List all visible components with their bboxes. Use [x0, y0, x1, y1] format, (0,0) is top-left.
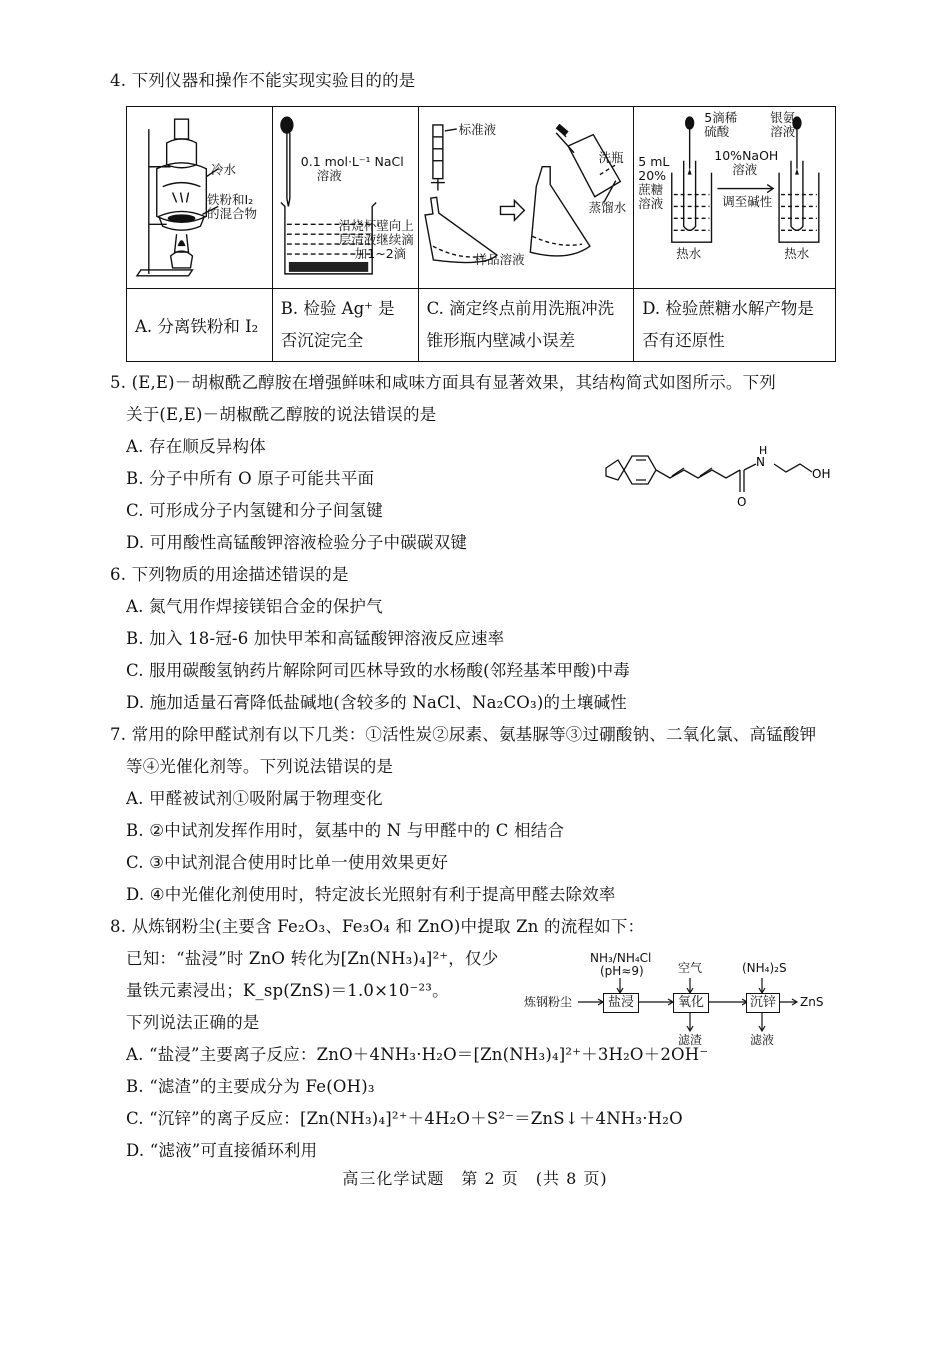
fig-d-label-11: 调至碱性 — [722, 194, 773, 209]
q8-flowchart — [520, 951, 850, 1054]
q8-known-1: 已知：“盐浸”时 ZnO 转化为[Zn(NH₃)₄]²⁺，仅少 — [126, 949, 499, 968]
mol-o: O — [737, 495, 747, 509]
fig-c-label-distilled-water: 蒸馏水 — [588, 200, 627, 215]
fig-d-cell — [634, 107, 836, 289]
page-footer: 高三化学试题 第 2 页 (共 8 页) — [342, 1169, 608, 1188]
q8-option-a: A. “盐浸”主要离子反应：ZnO＋4NH₃·H₂O＝[Zn(NH₃)₄]²⁺＋3H₂O＋2OH⁻ — [126, 1045, 709, 1064]
q7-stem-2: 等④光催化剂等。下列说法错误的是 — [126, 757, 394, 776]
fig-d-label-2: 硫酸 — [704, 124, 730, 139]
fig-d-label-9: 10%NaOH — [714, 148, 779, 163]
flow-step-oxidation: 氧化 — [673, 993, 709, 1013]
q8-stem: 8. 从炼钢粉尘(主要含 Fe₂O₃、Fe₃O₄ 和 ZnO)中提取 Zn 的流程如下： — [110, 917, 645, 936]
fig-d-label-13: 热水 — [784, 246, 810, 261]
q8-option-d: D. “滤液”可直接循环利用 — [126, 1141, 318, 1160]
flow-start: 炼钢粉尘 — [524, 995, 573, 1009]
flow-reagent-3: (NH₄)₂S — [742, 961, 787, 975]
fig-d-label-3: 银氨 — [770, 110, 796, 125]
fig-c-label-standard: 标准液 — [458, 122, 497, 137]
caption-d: D. 检验蔗糖水解产物是否有还原性 — [634, 289, 836, 362]
flow-step-zinc-precip: 沉锌 — [746, 993, 780, 1013]
flow-step-salt-leach: 盐浸 — [603, 993, 639, 1013]
q5-option-a: A. 存在顺反异构体 — [126, 437, 266, 456]
flow-reagent-1b: (pH≈9) — [600, 964, 644, 978]
fig-b-label-step-3: 加1~2滴 — [354, 246, 407, 261]
q5-option-d: D. 可用酸性高锰酸钾溶液检验分子中碳碳双键 — [126, 533, 468, 552]
fig-a-label-cold-water: 冷水 — [211, 162, 237, 177]
fig-d-label-6: 20% — [638, 168, 667, 183]
q7-option-d: D. ④中光催化剂使用时，特定波长光照射有利于提高甲醛去除效率 — [126, 885, 616, 904]
q4-stem: 4. 下列仪器和操作不能实现实验目的的是 — [110, 71, 416, 90]
q6-option-a: A. 氮气用作焊接镁铝合金的保护气 — [126, 597, 383, 616]
fig-d-label-7: 蔗糖 — [638, 182, 664, 197]
fig-b-label-step-1: 沿烧杯壁向上 — [338, 218, 414, 233]
q7-stem-1: 7. 常用的除甲醛试剂有以下几类：①活性炭②尿素、氨基脲等③过硼酸钠、二氧化氯、高锰酸钾 — [110, 725, 817, 744]
fig-a-cell — [127, 107, 273, 289]
q6-stem: 6. 下列物质的用途描述错误的是 — [110, 565, 349, 584]
caption-b: B. 检验 Ag⁺ 是否沉淀完全 — [272, 289, 418, 362]
q6-option-b: B. 加入 18-冠-6 加快甲苯和高锰酸钾溶液反应速率 — [126, 629, 505, 648]
fig-d-label-4: 溶液 — [770, 124, 796, 139]
q8-option-b: B. “滤渣”的主要成分为 Fe(OH)₃ — [126, 1077, 375, 1096]
q6-option-c: C. 服用碳酸氢钠药片解除阿司匹林导致的水杨酸(邻羟基苯甲酸)中毒 — [126, 661, 631, 680]
fig-d-label-12: 热水 — [676, 246, 702, 261]
caption-a: A. 分离铁粉和 I₂ — [127, 289, 273, 362]
q8-option-c: C. “沉锌”的离子反应：[Zn(NH₃)₄]²⁺＋4H₂O＋S²⁻＝ZnS↓＋4NH₃·H₂O — [126, 1109, 683, 1128]
flow-reagent-1: NH₃/NH₄Cl — [590, 951, 652, 965]
fig-c-cell — [418, 107, 634, 289]
flow-out-residue: 滤渣 — [678, 1033, 703, 1047]
molecule-structure — [596, 446, 836, 514]
titration-diagram — [419, 107, 634, 288]
fig-b-cell — [272, 107, 418, 289]
mol-oh: OH — [812, 467, 831, 481]
q7-option-b: B. ②中试剂发挥作用时，氨基中的 N 与甲醛中的 C 相结合 — [126, 821, 565, 840]
q5-option-c: C. 可形成分子内氢键和分子间氢键 — [126, 501, 383, 520]
q5-option-b: B. 分子中所有 O 原子可能共平面 — [126, 469, 375, 488]
q7-option-c: C. ③中试剂混合使用时比单一使用效果更好 — [126, 853, 449, 872]
q8-ask: 下列说法正确的是 — [126, 1013, 260, 1032]
fig-b-label-nacl: 0.1 mol·L⁻¹ NaCl — [300, 154, 404, 169]
q7-option-a: A. 甲醛被试剂①吸附属于物理变化 — [126, 789, 383, 808]
fig-a-label-mixture-2: 的混合物 — [207, 206, 258, 221]
fig-d-label-10: 溶液 — [732, 162, 758, 177]
q6-option-d: D. 施加适量石膏降低盐碱地(含较多的 NaCl、Na₂CO₃)的土壤碱性 — [126, 693, 627, 712]
q5-stem-1: 5. (E,E)－胡椒酰乙醇胺在增强鲜味和咸味方面具有显著效果，其结构简式如图所示。下列 — [110, 373, 776, 392]
fig-b-label-step-2: 层清液继续滴 — [338, 232, 414, 247]
fig-d-label-1: 5滴稀 — [704, 110, 738, 125]
fig-c-label-sample: 样品溶液 — [474, 252, 525, 267]
fig-b-label-solution: 溶液 — [316, 168, 342, 183]
q4-table — [126, 106, 836, 362]
mol-n: N — [756, 455, 765, 469]
fig-c-label-wash-bottle: 洗瓶 — [598, 150, 624, 165]
fig-d-label-5: 5 mL — [638, 154, 670, 169]
fig-a-label-mixture-1: 铁粉和I₂ — [207, 192, 254, 207]
q8-known-2: 量铁元素浸出；K_sp(ZnS)＝1.0×10⁻²³。 — [126, 981, 449, 1000]
flow-product: ZnS — [800, 995, 824, 1009]
fig-d-label-8: 溶液 — [638, 196, 664, 211]
caption-c: C. 滴定终点前用洗瓶冲洗锥形瓶内壁减小误差 — [418, 289, 634, 362]
q5-stem-2: 关于(E,E)－胡椒酰乙醇胺的说法错误的是 — [126, 405, 437, 424]
flow-reagent-2: 空气 — [678, 961, 703, 975]
mol-h: H — [759, 446, 768, 457]
flow-out-filtrate: 滤液 — [750, 1033, 775, 1047]
